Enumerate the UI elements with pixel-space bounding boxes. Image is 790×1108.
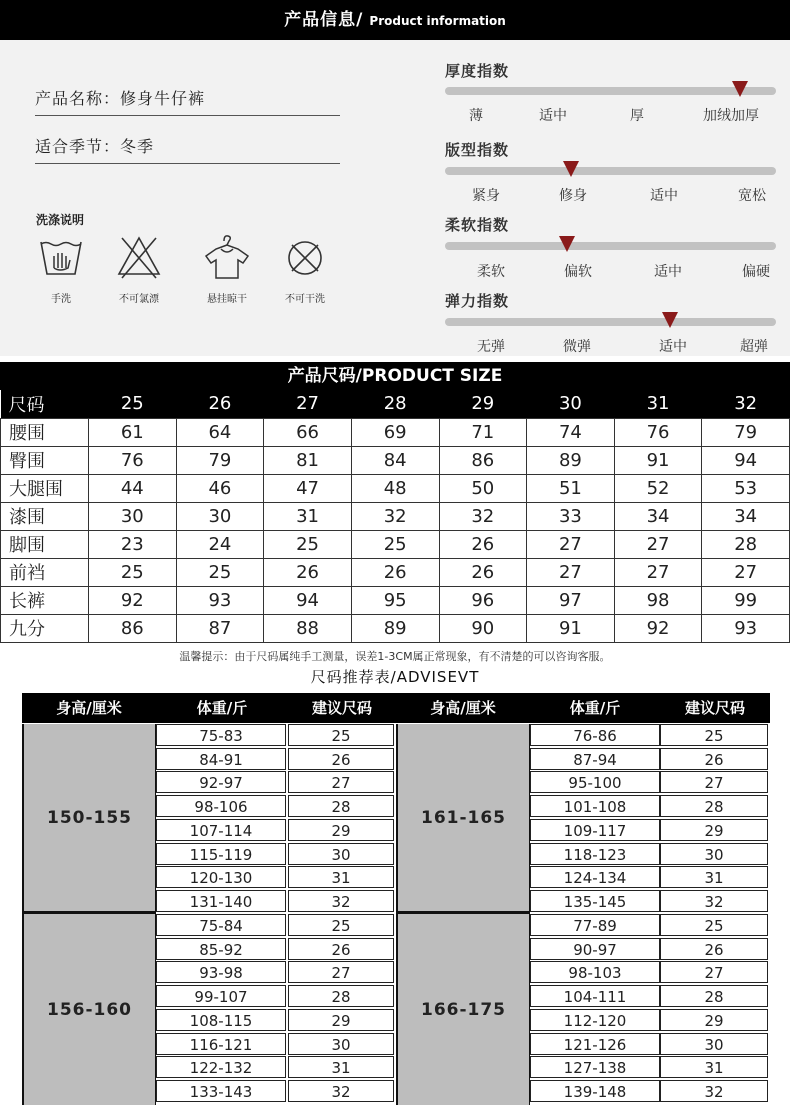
care-no-bleach <box>104 232 174 305</box>
weight-range-cell: 108-115 <box>156 1009 286 1031</box>
care-instructions-title: 洗涤说明 <box>36 213 85 227</box>
care-hand-wash <box>26 232 96 305</box>
hang-dry-icon <box>202 232 252 282</box>
suggested-size-cell: 31 <box>660 1056 768 1078</box>
measurement-value: 30 <box>89 502 177 530</box>
measurement-value: 52 <box>614 474 702 502</box>
measurement-label: 前裆 <box>1 558 89 586</box>
measurement-value: 96 <box>439 586 527 614</box>
measurement-label: 脚围 <box>1 530 89 558</box>
suggested-size-cell: 25 <box>660 914 768 936</box>
fit-index-marker <box>563 161 579 177</box>
weight-range-cell: 84-91 <box>156 748 286 770</box>
measurement-value: 23 <box>89 530 177 558</box>
measurement-value: 25 <box>89 558 177 586</box>
measurement-value: 53 <box>702 474 790 502</box>
measurement-value: 93 <box>176 586 264 614</box>
measurement-value: 92 <box>89 586 177 614</box>
measurement-value: 44 <box>89 474 177 502</box>
measurement-value: 64 <box>176 418 264 446</box>
season-row <box>35 134 340 164</box>
measurement-value: 90 <box>439 614 527 642</box>
measurement-value: 81 <box>264 446 352 474</box>
index-label: 薄 <box>469 108 483 124</box>
measurement-value: 25 <box>176 558 264 586</box>
measurement-label: 长裤 <box>1 586 89 614</box>
measurement-value: 51 <box>527 474 615 502</box>
size-row <box>1 558 790 586</box>
measurement-value: 84 <box>351 446 439 474</box>
care-label: 不可干洗 <box>285 294 325 305</box>
measurement-label: 九分 <box>1 614 89 642</box>
height-group-label: 150-155 <box>22 724 156 911</box>
height-group-label: 161-165 <box>396 724 530 911</box>
thickness-index-bar <box>445 87 776 95</box>
care-label: 手洗 <box>51 294 71 305</box>
index-label: 超弹 <box>740 339 768 355</box>
measurement-value: 34 <box>614 502 702 530</box>
index-label: 适中 <box>650 188 678 204</box>
size-row <box>1 418 790 446</box>
product-info-section <box>0 0 790 356</box>
measurement-value: 27 <box>614 558 702 586</box>
measurement-value: 99 <box>702 586 790 614</box>
measurement-value: 93 <box>702 614 790 642</box>
size-header-cell: 32 <box>702 390 790 418</box>
measurement-value: 74 <box>527 418 615 446</box>
measurement-value: 26 <box>439 530 527 558</box>
suggested-size-cell: 32 <box>288 890 394 912</box>
weight-range-cell: 139-148 <box>530 1080 660 1102</box>
measurement-note: 温馨提示：由于尺码属纯手工测量，误差1-3CM属正常现象，有不清楚的可以咨询客服。 <box>179 650 611 663</box>
suggested-size-cell: 29 <box>288 819 394 841</box>
weight-range-cell: 77-89 <box>530 914 660 936</box>
size-table-body <box>1 418 790 642</box>
size-header-row <box>1 390 790 418</box>
rec-header-height: 身高/厘米 <box>22 693 156 723</box>
suggested-size-cell: 32 <box>660 1080 768 1102</box>
weight-range-cell: 101-108 <box>530 795 660 817</box>
weight-range-cell: 98-103 <box>530 961 660 983</box>
product-name-value: 修身牛仔裤 <box>120 89 206 108</box>
measurement-value: 25 <box>264 530 352 558</box>
index-label: 适中 <box>654 264 682 280</box>
weight-range-cell: 121-126 <box>530 1033 660 1055</box>
suggested-size-cell: 31 <box>288 1056 394 1078</box>
measurement-value: 94 <box>702 446 790 474</box>
rec-header-weight-2: 体重/斤 <box>530 693 660 723</box>
index-label: 加绒加厚 <box>703 108 759 124</box>
measurement-value: 97 <box>527 586 615 614</box>
suggested-size-cell: 28 <box>660 795 768 817</box>
weight-range-cell: 75-84 <box>156 914 286 936</box>
banner-title-cn: 产品信息/ <box>284 10 364 30</box>
suggested-size-cell: 29 <box>660 819 768 841</box>
measurement-value: 27 <box>702 558 790 586</box>
weight-range-cell: 124-134 <box>530 866 660 888</box>
weight-range-cell: 131-140 <box>156 890 286 912</box>
weight-range-cell: 107-114 <box>156 819 286 841</box>
measurement-label: 大腿围 <box>1 474 89 502</box>
suggested-size-cell: 32 <box>660 890 768 912</box>
measurement-label: 腰围 <box>1 418 89 446</box>
care-label: 悬挂晾干 <box>207 294 247 305</box>
weight-range-cell: 90-97 <box>530 938 660 960</box>
elasticity-index-title: 弹力指数 <box>445 292 510 310</box>
suggested-size-cell: 31 <box>660 866 768 888</box>
elasticity-index-marker <box>662 312 678 328</box>
suggested-size-cell: 25 <box>660 724 768 746</box>
suggested-size-cell: 25 <box>288 724 394 746</box>
suggested-size-cell: 27 <box>288 771 394 793</box>
size-header-cell: 26 <box>176 390 264 418</box>
weight-range-cell: 112-120 <box>530 1009 660 1031</box>
weight-range-cell: 95-100 <box>530 771 660 793</box>
suggested-size-cell: 30 <box>660 1033 768 1055</box>
measurement-value: 86 <box>439 446 527 474</box>
index-label: 修身 <box>559 188 587 204</box>
measurement-value: 94 <box>264 586 352 614</box>
weight-range-cell: 85-92 <box>156 938 286 960</box>
measurement-value: 76 <box>614 418 702 446</box>
weight-range-cell: 99-107 <box>156 985 286 1007</box>
measurement-value: 71 <box>439 418 527 446</box>
measurement-value: 95 <box>351 586 439 614</box>
weight-range-cell: 75-83 <box>156 724 286 746</box>
measurement-value: 88 <box>264 614 352 642</box>
elasticity-index-bar <box>445 318 776 326</box>
weight-range-cell: 122-132 <box>156 1056 286 1078</box>
no-dry-clean-icon <box>280 232 330 282</box>
weight-range-cell: 135-145 <box>530 890 660 912</box>
index-label: 偏硬 <box>742 264 770 280</box>
weight-range-cell: 115-119 <box>156 843 286 865</box>
suggested-size-cell: 26 <box>288 748 394 770</box>
weight-range-cell: 98-106 <box>156 795 286 817</box>
suggested-size-cell: 26 <box>660 748 768 770</box>
size-row <box>1 502 790 530</box>
size-header-cell: 29 <box>439 390 527 418</box>
product-name-row <box>35 86 340 116</box>
care-label: 不可氯漂 <box>119 294 159 305</box>
care-no-dry-clean <box>270 232 340 305</box>
index-label: 紧身 <box>472 188 500 204</box>
measurement-value: 79 <box>176 446 264 474</box>
measurement-value: 26 <box>264 558 352 586</box>
rec-header-weight: 体重/斤 <box>156 693 288 723</box>
measurement-value: 50 <box>439 474 527 502</box>
measurement-value: 24 <box>176 530 264 558</box>
fit-index-bar <box>445 167 776 175</box>
measurement-label: 臀围 <box>1 446 89 474</box>
measurement-label: 漆围 <box>1 502 89 530</box>
size-header-cell: 28 <box>351 390 439 418</box>
index-label: 柔软 <box>477 264 505 280</box>
fit-index-title: 版型指数 <box>445 141 510 159</box>
measurement-value: 30 <box>176 502 264 530</box>
weight-range-cell: 116-121 <box>156 1033 286 1055</box>
recommendation-table <box>22 693 770 1108</box>
measurement-value: 27 <box>527 530 615 558</box>
index-label: 厚 <box>630 108 644 124</box>
measurement-value: 91 <box>527 614 615 642</box>
thickness-index-marker <box>732 81 748 97</box>
banner-title-en: Product information <box>369 14 506 28</box>
suggested-size-cell: 28 <box>288 985 394 1007</box>
measurement-value: 89 <box>527 446 615 474</box>
measurement-value: 25 <box>351 530 439 558</box>
measurement-value: 27 <box>614 530 702 558</box>
weight-range-cell: 92-97 <box>156 771 286 793</box>
suggested-size-cell: 27 <box>660 961 768 983</box>
measurement-value: 26 <box>351 558 439 586</box>
weight-range-cell: 76-86 <box>530 724 660 746</box>
no-bleach-icon <box>114 232 164 282</box>
softness-index-marker <box>559 236 575 252</box>
suggested-size-cell: 30 <box>660 843 768 865</box>
measurement-value: 28 <box>702 530 790 558</box>
suggested-size-cell: 25 <box>288 914 394 936</box>
measurement-value: 92 <box>614 614 702 642</box>
suggested-size-cell: 28 <box>660 985 768 1007</box>
measurement-value: 79 <box>702 418 790 446</box>
measurement-value: 89 <box>351 614 439 642</box>
size-row <box>1 530 790 558</box>
index-label: 宽松 <box>738 188 766 204</box>
measurement-value: 33 <box>527 502 615 530</box>
size-header-cell: 27 <box>264 390 352 418</box>
softness-index-bar <box>445 242 776 250</box>
weight-range-cell: 93-98 <box>156 961 286 983</box>
measurement-value: 31 <box>264 502 352 530</box>
index-label: 无弹 <box>477 339 505 355</box>
recommendation-title: 尺码推荐表/ADVISEVT <box>310 668 480 686</box>
season-value: 冬季 <box>120 137 155 156</box>
measurement-value: 91 <box>614 446 702 474</box>
suggested-size-cell: 26 <box>288 938 394 960</box>
product-info-banner <box>0 0 790 40</box>
measurement-value: 47 <box>264 474 352 502</box>
size-header-cell: 31 <box>614 390 702 418</box>
suggested-size-cell: 31 <box>288 866 394 888</box>
weight-range-cell: 127-138 <box>530 1056 660 1078</box>
index-label: 偏软 <box>564 264 592 280</box>
size-row <box>1 586 790 614</box>
suggested-size-cell: 27 <box>288 961 394 983</box>
height-group-label: 156-160 <box>22 914 156 1105</box>
suggested-size-cell: 26 <box>660 938 768 960</box>
measurement-value: 69 <box>351 418 439 446</box>
size-table <box>0 390 790 643</box>
index-label: 适中 <box>539 108 567 124</box>
weight-range-cell: 118-123 <box>530 843 660 865</box>
suggested-size-cell: 32 <box>288 1080 394 1102</box>
softness-index-title: 柔软指数 <box>445 216 510 234</box>
measurement-value: 61 <box>89 418 177 446</box>
measurement-value: 26 <box>439 558 527 586</box>
suggested-size-cell: 29 <box>660 1009 768 1031</box>
measurement-value: 66 <box>264 418 352 446</box>
measurement-value: 76 <box>89 446 177 474</box>
index-label: 微弹 <box>563 339 591 355</box>
measurement-value: 32 <box>351 502 439 530</box>
measurement-value: 87 <box>176 614 264 642</box>
weight-range-cell: 104-111 <box>530 985 660 1007</box>
measurement-value: 34 <box>702 502 790 530</box>
care-hang-dry <box>192 232 262 305</box>
size-row <box>1 474 790 502</box>
suggested-size-cell: 29 <box>288 1009 394 1031</box>
size-header-cell: 25 <box>89 390 177 418</box>
height-group-label: 166-175 <box>396 914 530 1105</box>
suggested-size-cell: 30 <box>288 843 394 865</box>
size-row <box>1 614 790 642</box>
rec-header-size: 建议尺码 <box>288 693 396 723</box>
weight-range-cell: 109-117 <box>530 819 660 841</box>
size-header-cell: 30 <box>527 390 615 418</box>
measurement-value: 46 <box>176 474 264 502</box>
product-name-label: 产品名称： <box>35 89 121 108</box>
hand-wash-icon <box>36 232 86 282</box>
suggested-size-cell: 30 <box>288 1033 394 1055</box>
weight-range-cell: 120-130 <box>156 866 286 888</box>
rec-header-size-2: 建议尺码 <box>660 693 770 723</box>
measurement-value: 48 <box>351 474 439 502</box>
rec-header-height-2: 身高/厘米 <box>396 693 530 723</box>
season-label: 适合季节： <box>35 137 121 156</box>
weight-range-cell: 133-143 <box>156 1080 286 1102</box>
suggested-size-cell: 27 <box>660 771 768 793</box>
size-header-label: 尺码 <box>1 390 89 418</box>
product-size-banner: 产品尺码/PRODUCT SIZE <box>0 362 790 390</box>
measurement-value: 27 <box>527 558 615 586</box>
measurement-value: 32 <box>439 502 527 530</box>
weight-range-cell: 87-94 <box>530 748 660 770</box>
suggested-size-cell: 28 <box>288 795 394 817</box>
measurement-value: 98 <box>614 586 702 614</box>
measurement-value: 86 <box>89 614 177 642</box>
size-row <box>1 446 790 474</box>
index-label: 适中 <box>659 339 687 355</box>
thickness-index-title: 厚度指数 <box>445 62 510 80</box>
